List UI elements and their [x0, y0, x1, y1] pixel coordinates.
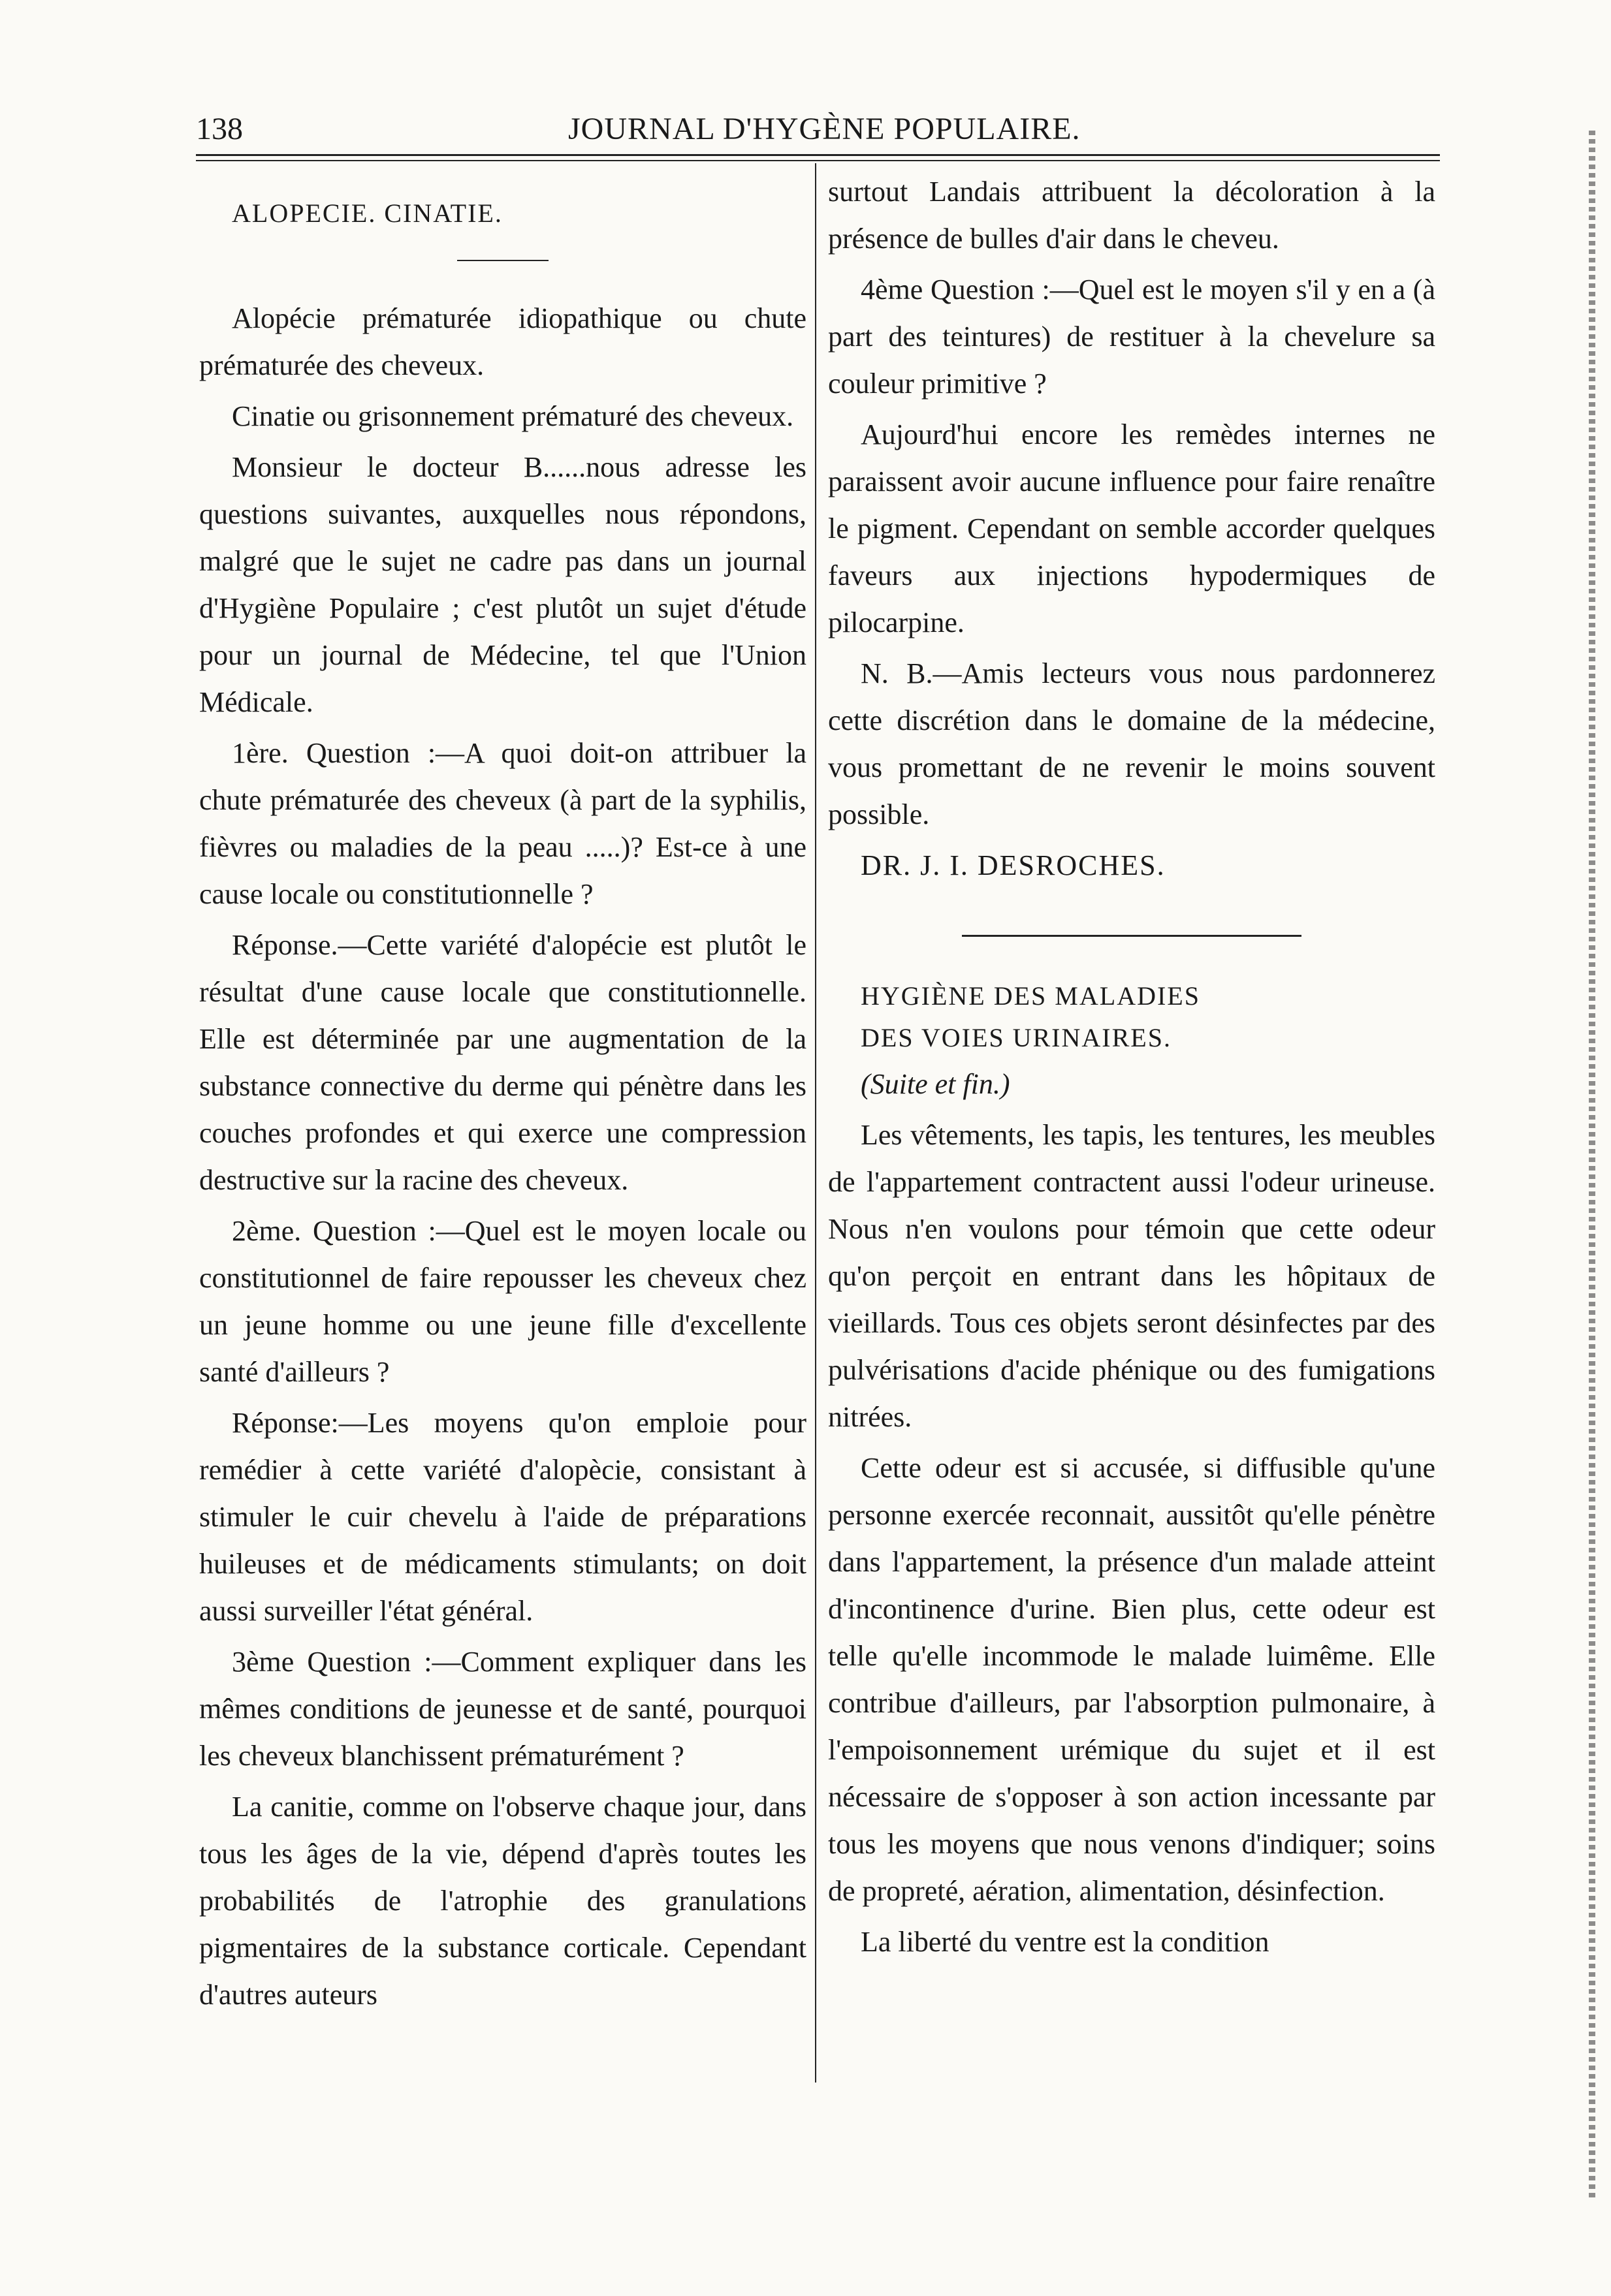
- title-rule: [457, 260, 549, 261]
- paragraph: N. B.—Amis lecteurs vous nous pardonnerez cette discrétion dans le domaine de la médecine, vous promettant de ne revenir le moins souvent possible.: [828, 657, 1435, 830]
- paragraph: Monsieur le docteur B......nous adresse les questions suivantes, auxquelles nous répondons, malgré que le sujet ne cadre pas dans un journal d'Hygiène Populaire ; c'est plutôt un sujet d'étude pour un journal de Médecine, tel que l'Union Médicale.: [199, 451, 806, 718]
- section-subtitle: (Suite et fin.): [861, 1068, 1010, 1100]
- left-column: [199, 168, 806, 2022]
- running-title: JOURNAL D'HYGÈNE POPULAIRE.: [568, 112, 1081, 146]
- article-title: ALOPECIE. CINATIE.: [232, 198, 503, 228]
- scan-edge: [1589, 131, 1595, 2200]
- section-title-line-1: HYGIÈNE DES MALADIES: [861, 981, 1200, 1011]
- paragraph: Réponse:—Les moyens qu'on emploie pour remédier à cette variété d'alopècie, consistant à stimuler le cuir chevelu à l'aide de préparations huileuses et de médicaments stimulants; on doit aussi surveiller l'état général.: [199, 1407, 806, 1627]
- paragraph: 1ère. Question :—A quoi doit-on attribuer la chute prématurée des cheveux (à part de la syphilis, fièvres ou maladies de la peau .....)? Est-ce à une cause locale ou constitutionnelle ?: [199, 737, 806, 910]
- continued-paragraph: surtout Landais attribuent la décoloration à la présence de bulles d'air dans le cheveu.: [828, 176, 1435, 255]
- header-rule: [196, 154, 1440, 156]
- section-title-line-2: DES VOIES URINAIRES.: [861, 1023, 1172, 1052]
- column-divider: [815, 163, 816, 2083]
- author-signature: DR. J. I. DESROCHES.: [861, 849, 1166, 881]
- paragraph: 3ème Question :—Comment expliquer dans les mêmes conditions de jeunesse et de santé, pourquoi les cheveux blanchissent prématurément ?: [199, 1646, 806, 1772]
- paragraph: Alopécie prématurée idiopathique ou chute prématurée des cheveux.: [199, 302, 806, 381]
- paragraph: 4ème Question :—Quel est le moyen s'il y en a (à part des teintures) de restituer à la chevelure sa couleur primitive ?: [828, 274, 1435, 400]
- section-rule: [962, 935, 1301, 937]
- paragraph: Réponse.—Cette variété d'alopécie est plutôt le résultat d'une cause locale que constitutionnelle. Elle est déterminée par une augmentation de la substance connective du derme qui pénètre dans les couches profondes et qui exerce une compression destructive sur la racine des cheveux.: [199, 929, 806, 1196]
- header-rule-thin: [196, 160, 1440, 161]
- paragraph: Cette odeur est si accusée, si diffusible qu'une personne exercée reconnait, aussitôt qu'elle pénètre dans l'appartement, la présence d'un malade atteint d'incontinence d'urine. Bien plus, cette odeur est telle qu'elle incommode le malade luimême. Elle contribue d'ailleurs, par l'absorption pulmonaire, à l'empoisonnement urémique du sujet et il est nécessaire de s'opposer à son action incessante par tous les moyens que nous venons d'indiquer; soins de propreté, aération, alimentation, désinfection.: [828, 1452, 1435, 1907]
- paragraph: Cinatie ou grisonnement prématuré des cheveux.: [232, 400, 794, 432]
- paragraph: La liberté du ventre est la condition: [861, 1926, 1269, 1958]
- page-number: 138: [196, 112, 243, 146]
- right-column: [828, 168, 1435, 1970]
- paragraph: Les vêtements, les tapis, les tentures, les meubles de l'appartement contractent aussi l'odeur urineuse. Nous n'en voulons pour témoin que cette odeur qu'on perçoit en entrant dans les hôpitaux de vieillards. Tous ces objets seront désinfectes par des pulvérisations d'acide phénique ou des fumigations nitrées.: [828, 1119, 1435, 1433]
- paragraph: La canitie, comme on l'observe chaque jour, dans tous les âges de la vie, dépend d'après toutes les probabilités de l'atrophie des granulations pigmentaires de la substance corticale. Cependant d'autres auteurs: [199, 1791, 806, 2011]
- paragraph: Aujourd'hui encore les remèdes internes ne paraissent avoir aucune influence pour faire renaître le pigment. Cependant on semble accorder quelques faveurs aux injections hypodermiques de pilocarpine.: [828, 418, 1435, 638]
- paragraph: 2ème. Question :—Quel est le moyen locale ou constitutionnel de faire repousser les cheveux chez un jeune homme ou une jeune fille d'excellente santé d'ailleurs ?: [199, 1215, 806, 1388]
